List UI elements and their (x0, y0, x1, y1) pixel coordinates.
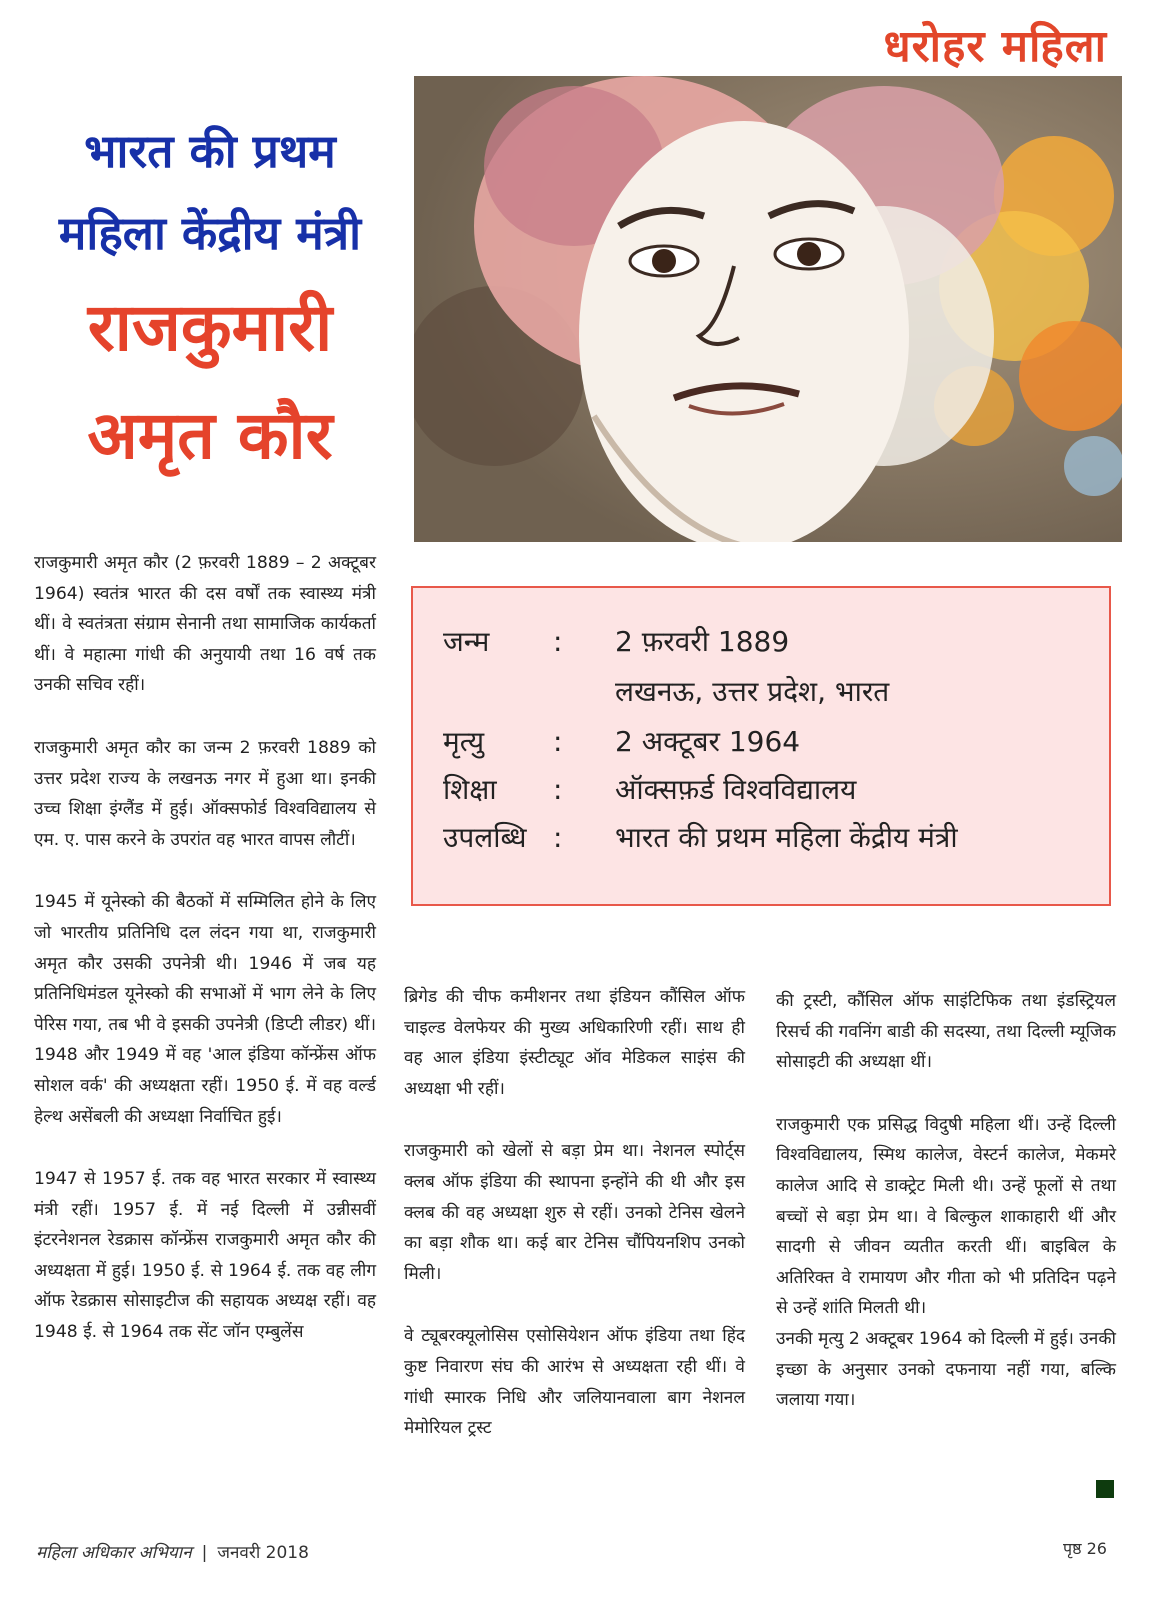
achievement-label: उपलब्धि (443, 821, 527, 854)
paragraph: 1947 से 1957 ई. तक वह भारत सरकार में स्वास्थ्य मंत्री रहीं। 1957 ई. में नई दिल्ली में उन्नीसवीं इंटरनेशनल रेडक्रास कॉन्फ्रेंस राजकुमारी अमृत कौर की अध्यक्षता में हुई। 1950 ई. से 1964 ई. तक वह लीग ऑफ रेडक्रास सोसाइटीज की सहायक अध्यक्ष रहीं। वह 1948 ई. से 1964 तक सेंट जॉन एम्बुलेंस (34, 1169, 376, 1343)
paragraph: उनकी मृत्यु 2 अक्टूबर 1964 को दिल्ली में हुई। उनकी इच्छा के अनुसार उनको दफनाया नहीं गया, बल्कि जलाया गया। (776, 1328, 1116, 1411)
portrait-illustration-icon (414, 76, 1122, 542)
achievement-value: भारत की प्रथम महिला केंद्रीय मंत्री (615, 821, 958, 854)
education-colon: : (553, 773, 563, 806)
paragraph: 1945 में यूनेस्को की बैठकों में सम्मिलित होने के लिए जो भारतीय प्रतिनिधि दल लंदन गया था, राजकुमारी अमृत कौर उसकी उपनेत्री थी। 1946 में जब यह प्रतिनिधिमंडल यूनेस्को की सभाओं में भाग लेने के लिए पेरिस गया, तब भी वे इसकी उपनेत्री (डिप्टी लीडर) थीं। 1948 और 1949 में वह 'आल इंडिया कॉन्फ्रेंस ऑफ सोशल वर्क' की अध्यक्षता रहीं। 1950 ई. में वह वर्ल्ड हेल्थ असेंबली की अध्यक्षा निर्वाचित हुई। (34, 892, 376, 1127)
death-date: 2 अक्टूबर 1964 (615, 725, 801, 758)
headline-name-line-2: अमृत कौर (87, 397, 333, 474)
paragraph: ब्रिगेड की चीफ कमीशनर तथा इंडियन कौंसिल ऑफ चाइल्ड वेलफेयर की मुख्य अधिकारिणी रहीं। साथ ही वह आल इंडिया इंस्टीट्यूट ऑव मेडिकल साइंस की अध्यक्षा भी रहीं। (404, 987, 745, 1099)
education-value: ऑक्सफ़र्ड विश्वविद्यालय (615, 773, 857, 806)
death-label: मृत्यु (443, 725, 485, 758)
paragraph: की ट्रस्टी, कौंसिल ऑफ साइंटिफिक तथा इंडस्ट्रियल रिसर्च की गवनिंग बाडी की सदस्या, तथा दिल्ली म्यूजिक सोसाइटी की अध्यक्षा थीं। (776, 991, 1116, 1073)
headline-line-1: भारत की प्रथम (84, 124, 336, 178)
birth-date: 2 फ़रवरी 1889 (615, 625, 790, 658)
headline (30, 110, 390, 490)
issue-date: जनवरी 2018 (217, 1543, 309, 1563)
section-tag: धरोहर महिला (883, 21, 1107, 72)
achievement-colon: : (553, 821, 563, 854)
headline-name-line-1: राजकुमारी (87, 289, 333, 366)
birth-label: जन्म (443, 625, 490, 658)
education-label: शिक्षा (443, 773, 497, 806)
headline-line-2: महिला केंद्रीय मंत्री (58, 206, 362, 260)
paragraph: राजकुमारी अमृत कौर का जन्म 2 फ़रवरी 1889 को उत्तर प्रदेश राज्य के लखनऊ नगर में हुआ था। इनकी उच्च शिक्षा इंग्लैंड में हुई। ऑक्सफोर्ड विश्वविद्यालय से एम. ए. पास करने के उपरांत वह भारत वापस लौटीं। (34, 737, 376, 850)
footer-publication (36, 1540, 309, 1563)
end-of-article-mark (1096, 1480, 1114, 1498)
info-achievement-row (443, 818, 958, 856)
death-colon: : (553, 725, 563, 758)
paragraph: राजकुमारी अमृत कौर (2 फ़रवरी 1889 – 2 अक्टूबर 1964) स्वतंत्र भारत की दस वर्षों तक स्वास्थ्य मंत्री थीं। वे स्वतंत्रता संग्राम सेनानी तथा सामाजिक कार्यकर्ता थीं। वे महात्मा गांधी की अनुयायी तथा 16 वर्ष तक उनकी सचिव रहीं। (34, 553, 376, 696)
birth-place: लखनऊ, उत्तर प्रदेश, भारत (615, 675, 890, 708)
article-column-2 (404, 982, 745, 1476)
publication-name: महिला अधिकार अभियान (36, 1543, 192, 1563)
article-column-3 (776, 986, 1116, 1448)
info-box (411, 586, 1111, 906)
info-birth-place-row (615, 672, 889, 710)
paragraph: वे ट्यूबरक्यूलोसिस एसोसियेशन ऑफ इंडिया तथा हिंद कुष्ट निवारण संघ की आरंभ से अध्यक्षता रही थीं। वे गांधी स्मारक निधि और जलियानवाला बाग नेशनल मेमोरियल ट्रस्ट (404, 1326, 745, 1439)
footer-separator: | (201, 1543, 208, 1563)
info-death-row (443, 722, 800, 760)
paragraph: राजकुमारी एक प्रसिद्ध विदुषी महिला थीं। उन्हें दिल्ली विश्वविद्यालय, स्मिथ कालेज, वेस्टर्न कालेज, मेकमरे कालेज आदि से डाक्ट्रेट मिली थी। उन्हें फूलों से तथा बच्चों से बड़ा प्रेम था। वे बिल्कुल शाकाहारी थीं और सादगी से जीवन व्यतीत करती थीं। बाइबिल के अतिरिक्त वे रामायण और गीता को भी प्रतिदिन पढ़ने से उन्हें शांति मिलती थी। (776, 1114, 1116, 1319)
birth-colon: : (553, 625, 563, 658)
paragraph: राजकुमारी को खेलों से बड़ा प्रेम था। नेशनल स्पोर्ट्स क्लब ऑफ इंडिया की स्थापना इन्होंने की थी और इस क्लब की वह अध्यक्षा शुरु से रहीं। उनको टेनिस खेलने का बड़ा शौक था। कई बार टेनिस चौंपियनशिप उनको मिली। (404, 1141, 745, 1284)
info-birth-row (443, 622, 789, 660)
page-number: पृष्ठ 26 (1063, 1539, 1107, 1558)
article-column-1 (34, 548, 376, 1380)
info-education-row (443, 770, 856, 808)
